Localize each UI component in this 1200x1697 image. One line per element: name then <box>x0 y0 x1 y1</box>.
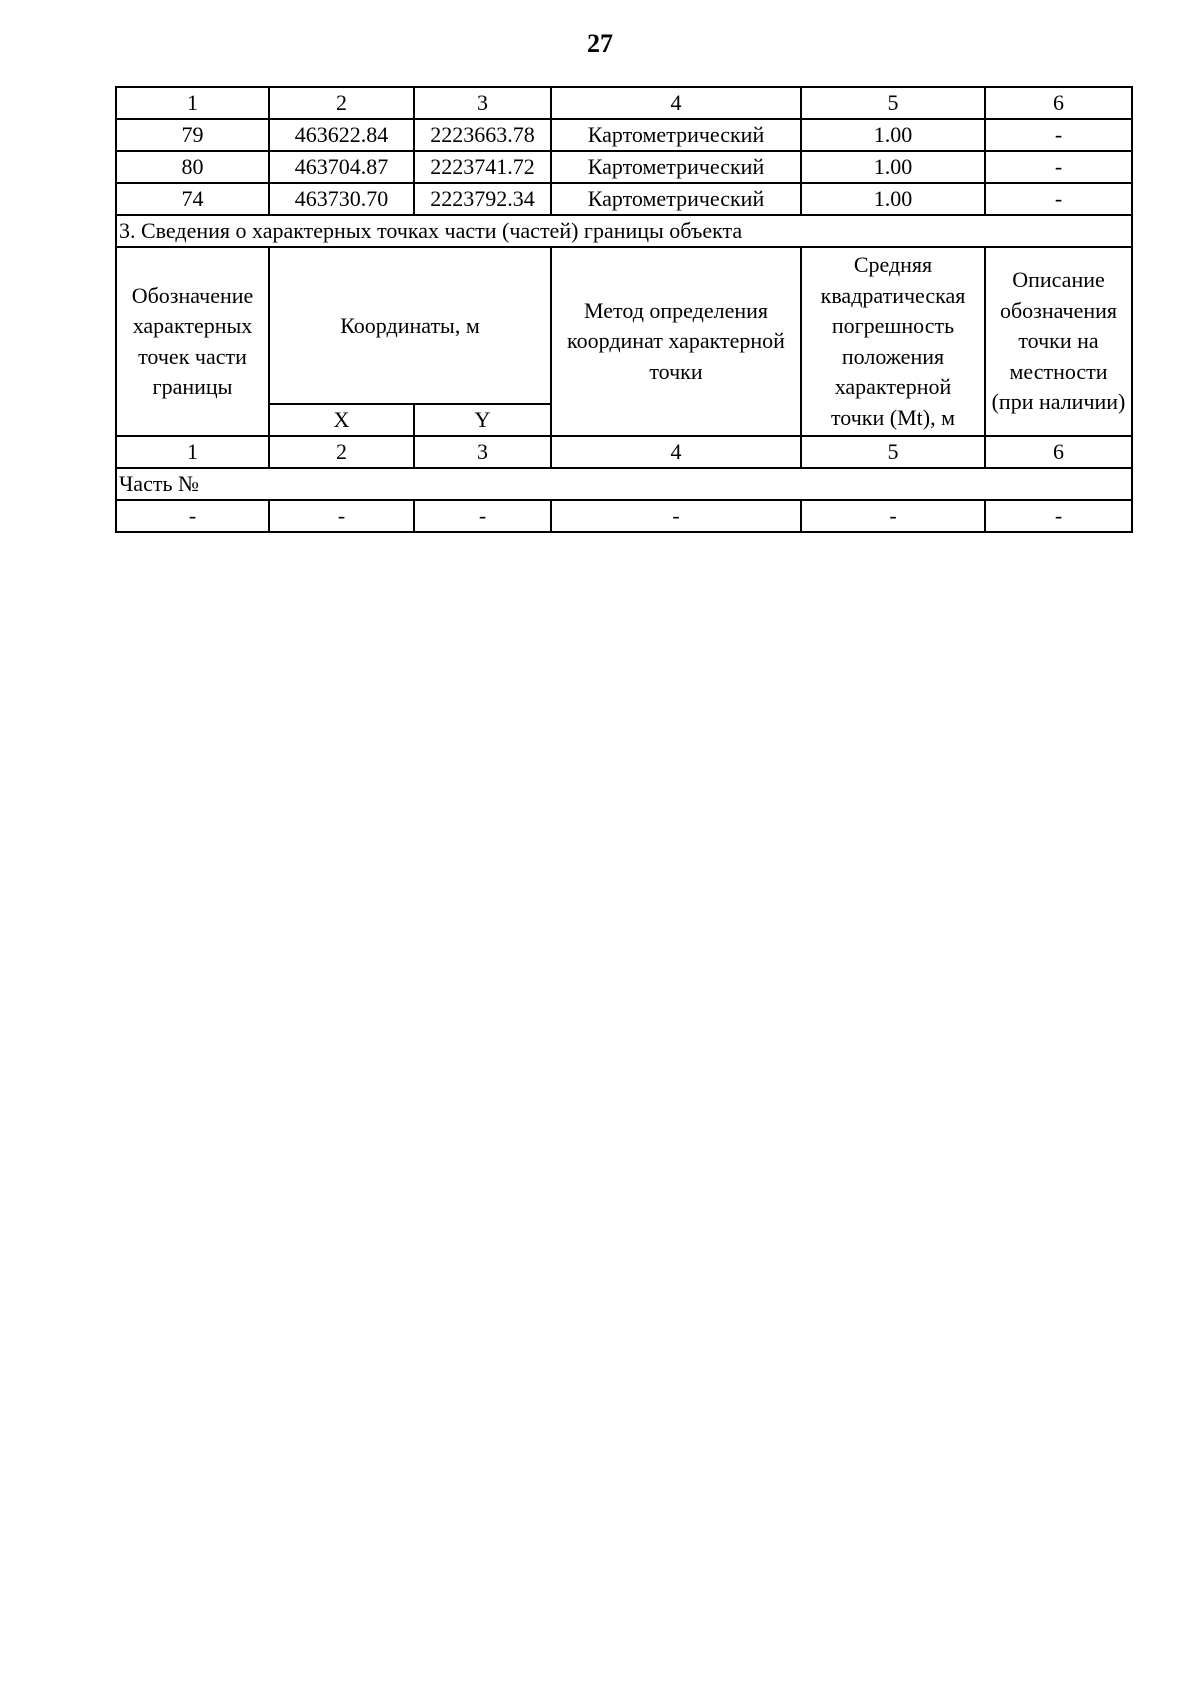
coordinates-table <box>115 86 1133 533</box>
header-method: Метод определения координат характерной точки <box>551 247 801 436</box>
column-number: 5 <box>801 436 985 468</box>
table-row <box>116 500 1132 532</box>
method: Картометрический <box>551 183 801 215</box>
header-designation: Обозначение характерных точек части границы <box>116 247 269 436</box>
accuracy: 1.00 <box>801 119 985 151</box>
section-title: 3. Сведения о характерных точках части (частей) границы объекта <box>116 215 1132 247</box>
column-number: 2 <box>269 436 414 468</box>
header-y: Y <box>414 404 551 436</box>
table-row <box>116 119 1132 151</box>
header-description: Описание обозначения точки на местности (при наличии) <box>985 247 1132 436</box>
method: Картометрический <box>551 151 801 183</box>
accuracy: 1.00 <box>801 183 985 215</box>
coord-x: 463622.84 <box>269 119 414 151</box>
column-number-row <box>116 436 1132 468</box>
coord-y: 2223741.72 <box>414 151 551 183</box>
column-number-row <box>116 87 1132 119</box>
page-number: 27 <box>587 29 613 58</box>
empty-cell: - <box>985 500 1132 532</box>
header-row <box>116 247 1132 404</box>
point-id: 79 <box>116 119 269 151</box>
column-number: 3 <box>414 436 551 468</box>
column-number: 2 <box>269 87 414 119</box>
coord-x: 463704.87 <box>269 151 414 183</box>
column-number: 6 <box>985 87 1132 119</box>
point-id: 74 <box>116 183 269 215</box>
empty-cell: - <box>414 500 551 532</box>
column-number: 4 <box>551 87 801 119</box>
header-accuracy: Средняя квадратическая погрешность положения характерной точки (Mt), м <box>801 247 985 436</box>
column-number: 1 <box>116 87 269 119</box>
description: - <box>985 119 1132 151</box>
table-row <box>116 151 1132 183</box>
point-id: 80 <box>116 151 269 183</box>
part-label: Часть № <box>116 468 1132 500</box>
accuracy: 1.00 <box>801 151 985 183</box>
empty-cell: - <box>551 500 801 532</box>
coord-y: 2223792.34 <box>414 183 551 215</box>
header-x: X <box>269 404 414 436</box>
table-row <box>116 183 1132 215</box>
empty-cell: - <box>116 500 269 532</box>
description: - <box>985 151 1132 183</box>
header-coordinates: Координаты, м <box>269 247 551 404</box>
coord-y: 2223663.78 <box>414 119 551 151</box>
method: Картометрический <box>551 119 801 151</box>
empty-cell: - <box>801 500 985 532</box>
coord-x: 463730.70 <box>269 183 414 215</box>
column-number: 4 <box>551 436 801 468</box>
column-number: 3 <box>414 87 551 119</box>
column-number: 5 <box>801 87 985 119</box>
column-number: 6 <box>985 436 1132 468</box>
section-title-row <box>116 215 1132 247</box>
part-row <box>116 468 1132 500</box>
column-number: 1 <box>116 436 269 468</box>
empty-cell: - <box>269 500 414 532</box>
description: - <box>985 183 1132 215</box>
